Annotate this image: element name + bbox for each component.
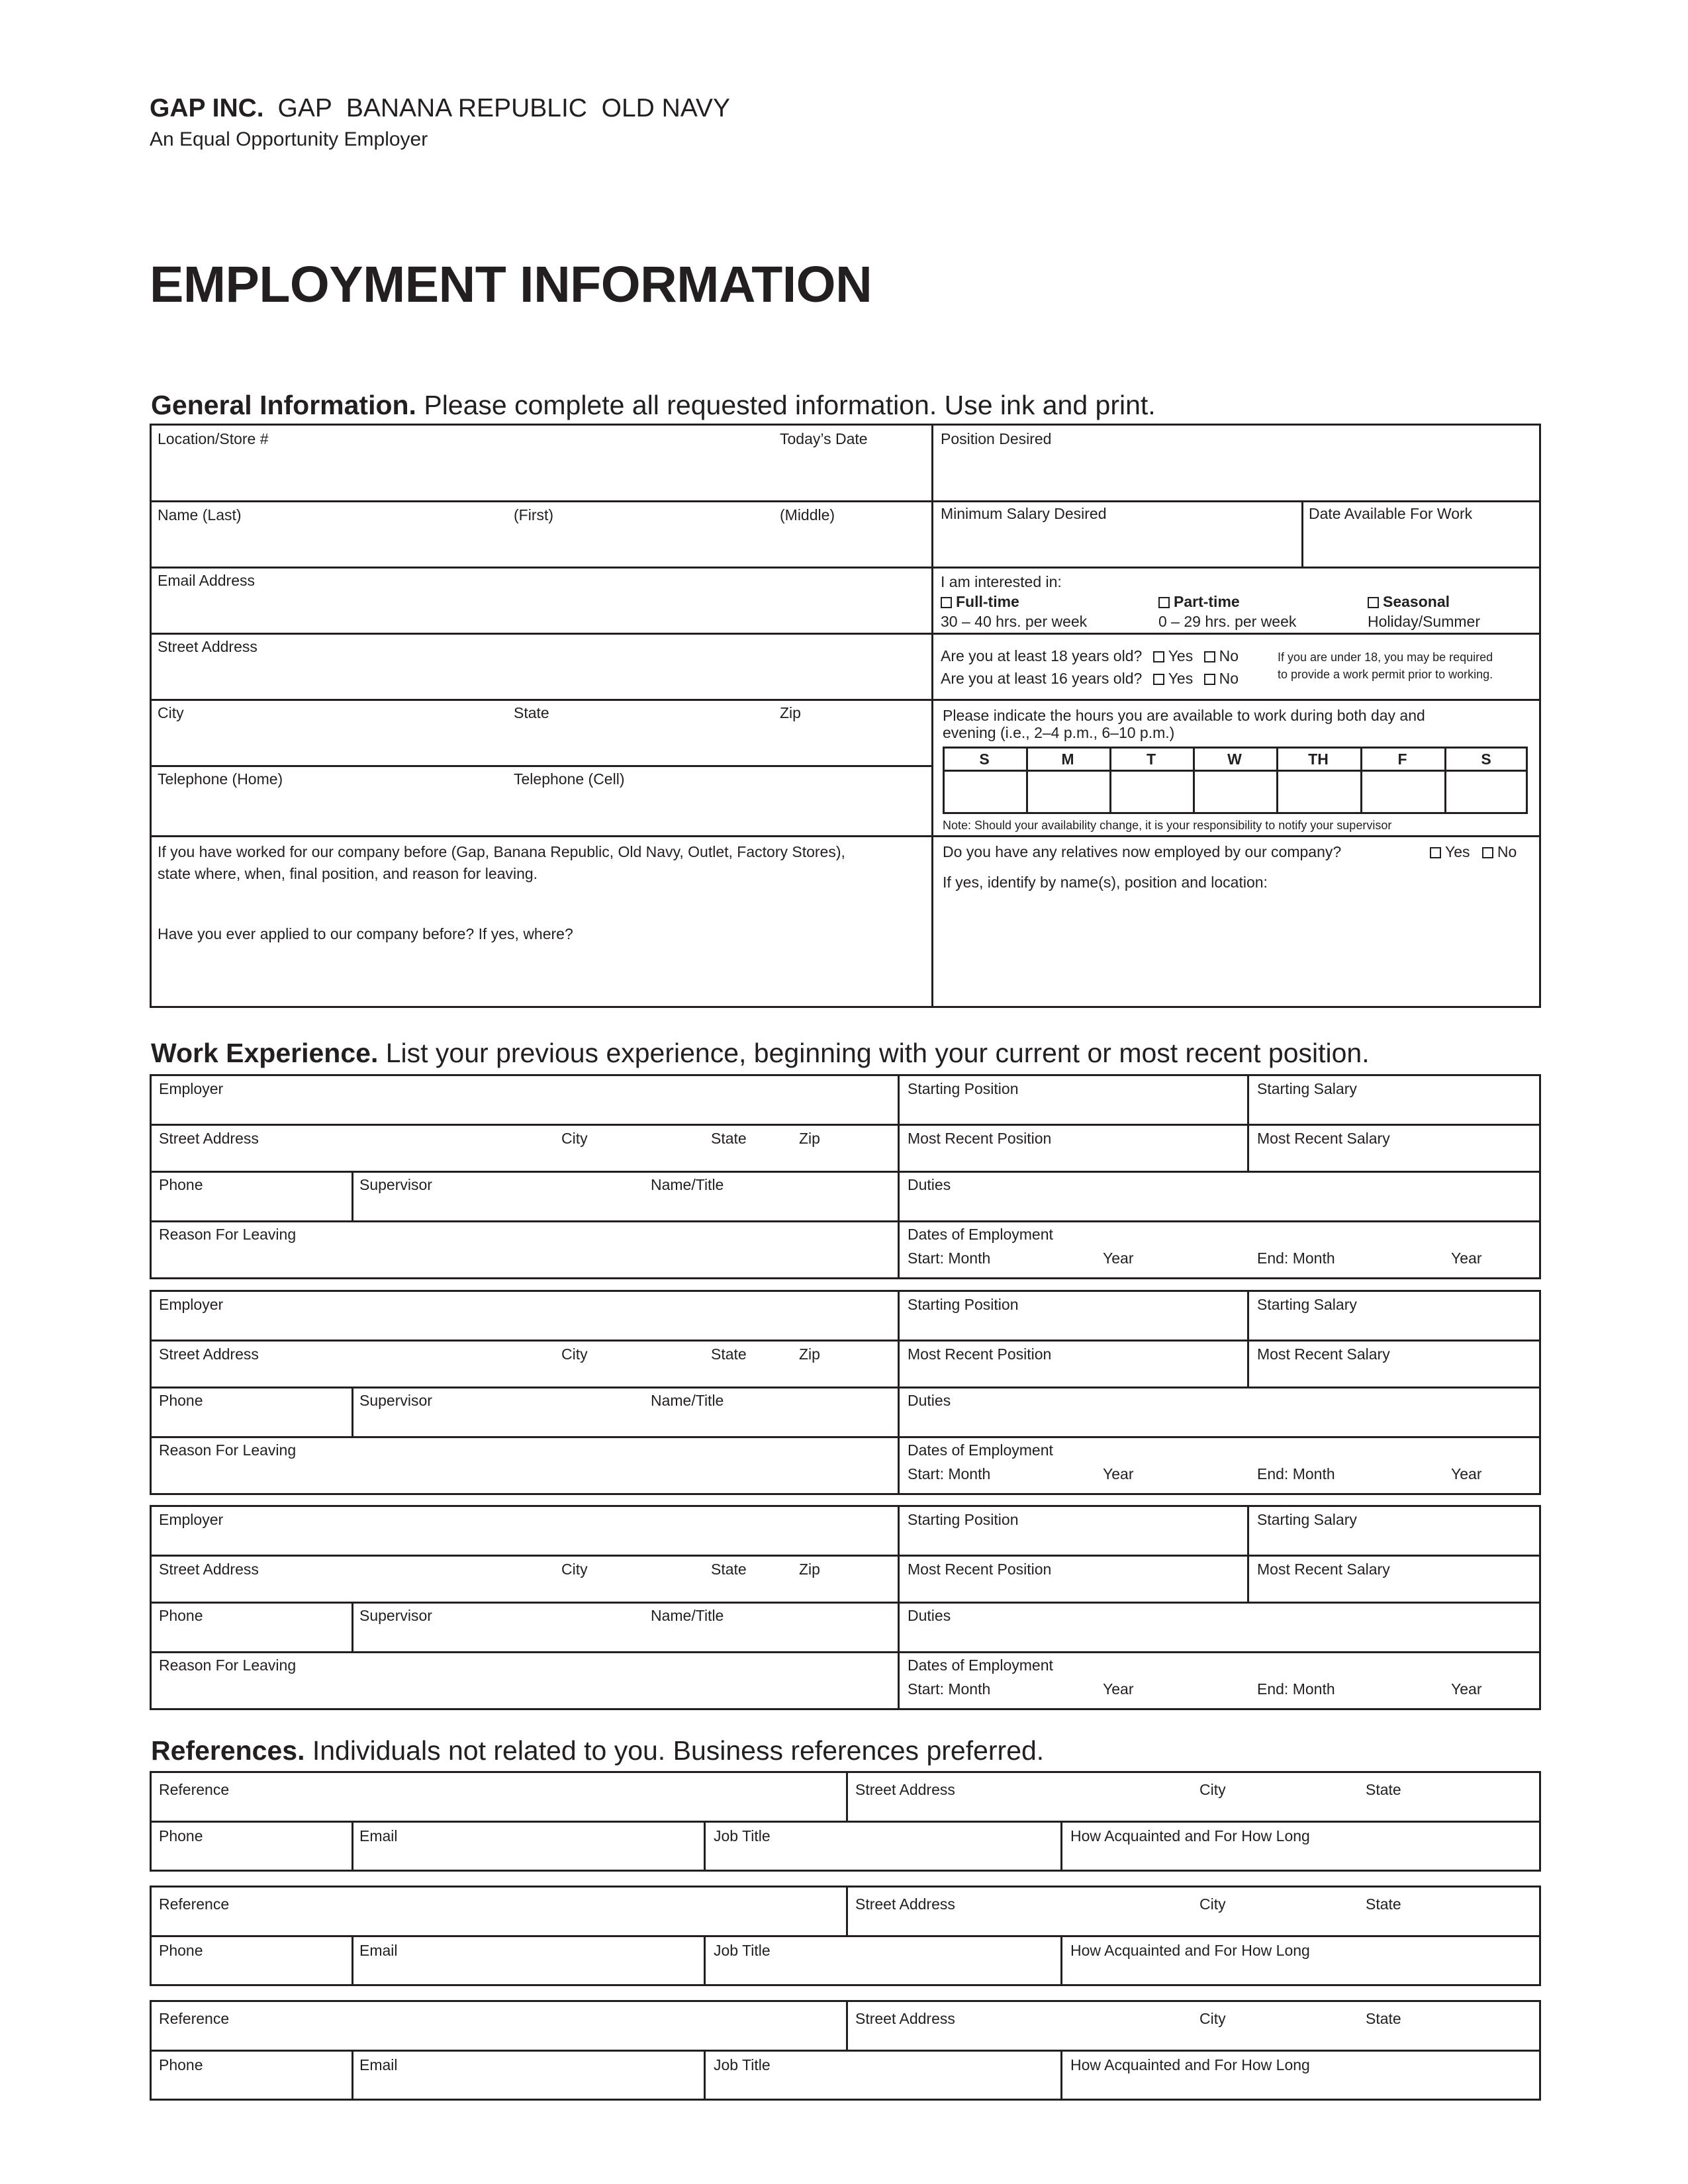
telephone-home-input[interactable]: [158, 794, 504, 831]
divider: [1247, 1290, 1249, 1387]
general-info-heading-bold: General Information.: [151, 390, 416, 420]
most-recent-salary-input-1[interactable]: [1257, 1148, 1538, 1169]
divider: [150, 835, 1541, 837]
divider: [1193, 747, 1195, 814]
reference-phone-label: Phone: [159, 1942, 203, 1959]
equal-opportunity-tagline: An Equal Opportunity Employer: [150, 128, 428, 150]
day-saturday: S: [1481, 751, 1491, 768]
day-friday: F: [1397, 751, 1407, 768]
city-label: City: [561, 1345, 588, 1363]
min-salary-label: Minimum Salary Desired: [941, 505, 1107, 522]
reference-email-input-3[interactable]: [359, 2074, 700, 2098]
references-heading-text: Individuals not related to you. Business references preferred.: [305, 1735, 1045, 1766]
divider: [150, 1340, 1541, 1342]
most-recent-salary-input-3[interactable]: [1257, 1579, 1538, 1600]
reference-state-label: State: [1366, 1895, 1401, 1913]
reference-address-input-1[interactable]: [855, 1799, 1540, 1820]
city-label: City: [158, 704, 184, 721]
divider: [150, 633, 1541, 635]
reference-job-title-input-2[interactable]: [714, 1960, 1057, 1983]
divider: [1026, 747, 1028, 814]
divider: [150, 1220, 1541, 1222]
divider: [1276, 747, 1278, 814]
relatives-yes-checkbox[interactable]: [1430, 847, 1441, 858]
age-16-no-checkbox[interactable]: [1204, 674, 1215, 685]
most-recent-salary-input-2[interactable]: [1257, 1364, 1538, 1385]
duties-input-2[interactable]: [908, 1410, 1539, 1434]
divider: [150, 765, 932, 767]
references-heading: [151, 1737, 1044, 1764]
name-last-label: Name (Last): [158, 506, 242, 523]
most-recent-position-input-2[interactable]: [908, 1364, 1241, 1385]
reference-job-title-input-3[interactable]: [714, 2074, 1057, 2098]
divider: [150, 1171, 1541, 1173]
divider: [150, 1821, 1541, 1823]
reference-email-label: Email: [359, 2056, 398, 2073]
duties-input-3[interactable]: [908, 1625, 1539, 1649]
start-month-label: Start: Month: [908, 1465, 991, 1482]
divider: [1247, 1074, 1249, 1171]
reference-acquainted-label: How Acquainted and For How Long: [1070, 1942, 1310, 1959]
reference-acquainted-input-1[interactable]: [1070, 1845, 1536, 1869]
reason-for-leaving-label: Reason For Leaving: [159, 1657, 297, 1674]
age-18-no-label: No: [1219, 647, 1239, 664]
reason-for-leaving-label: Reason For Leaving: [159, 1226, 297, 1243]
seasonal-checkbox[interactable]: [1368, 597, 1379, 608]
fulltime-label: Full-time: [956, 593, 1019, 610]
relatives-question: Do you have any relatives now employed by our company?: [943, 843, 1342, 860]
state-label: State: [711, 1130, 747, 1147]
employer-phone-input-1[interactable]: [159, 1195, 350, 1218]
reference-state-label: State: [1366, 1781, 1401, 1798]
availability-sunday-input[interactable]: [947, 774, 1025, 811]
relatives-identify-input[interactable]: [943, 900, 1534, 1001]
reference-job-title-label: Job Title: [714, 2056, 771, 2073]
location-store-input[interactable]: [158, 457, 756, 495]
employer-label: Employer: [159, 1511, 224, 1528]
reference-city-label: City: [1199, 1781, 1226, 1798]
street-address-input[interactable]: [158, 662, 928, 696]
applied-before-input[interactable]: [158, 949, 928, 1003]
divider: [352, 1821, 353, 1872]
divider: [943, 770, 1528, 772]
zip-label: Zip: [780, 704, 801, 721]
reference-name-input-2[interactable]: [159, 1913, 843, 1934]
divider: [150, 2050, 1541, 2052]
telephone-cell-input[interactable]: [514, 794, 927, 831]
availability-saturday-input[interactable]: [1448, 774, 1526, 811]
reference-phone-label: Phone: [159, 1827, 203, 1844]
day-monday: M: [1061, 751, 1074, 768]
most-recent-position-input-1[interactable]: [908, 1148, 1241, 1169]
day-thursday: TH: [1308, 751, 1329, 768]
divider: [1247, 1505, 1249, 1602]
end-month-label: End: Month: [1257, 1250, 1335, 1267]
hours-prompt-line2: evening (i.e., 2–4 p.m., 6–10 p.m.): [943, 724, 1175, 741]
city-label: City: [561, 1130, 588, 1147]
divider: [704, 1935, 706, 1986]
start-year-label: Year: [1103, 1465, 1134, 1482]
city-input[interactable]: [158, 728, 504, 762]
general-center-divider: [931, 424, 933, 1008]
most-recent-position-label: Most Recent Position: [908, 1345, 1052, 1363]
end-year-label: Year: [1451, 1250, 1482, 1267]
parttime-option[interactable]: [1158, 594, 1240, 610]
city-label: City: [561, 1561, 588, 1578]
duties-input-1[interactable]: [908, 1195, 1539, 1218]
employer-label: Employer: [159, 1080, 224, 1097]
supervisor-name-title-label: Name/Title: [651, 1392, 724, 1409]
position-desired-input[interactable]: [941, 457, 1532, 495]
divider: [1060, 1935, 1062, 1986]
page-title: EMPLOYMENT INFORMATION: [150, 256, 872, 313]
seasonal-option[interactable]: [1368, 594, 1450, 610]
supervisor-input-2[interactable]: [359, 1410, 892, 1434]
supervisor-name-title-label: Name/Title: [651, 1607, 724, 1624]
reference-email-label: Email: [359, 1827, 398, 1844]
interested-in-label: I am interested in:: [941, 573, 1062, 590]
starting-salary-input-2[interactable]: [1257, 1315, 1538, 1338]
phone-label: Phone: [159, 1392, 203, 1409]
availability-change-note: Note: Should your availability change, it is your responsibility to notify your supervisor: [943, 819, 1392, 832]
fulltime-checkbox[interactable]: [941, 597, 952, 608]
divider: [1301, 500, 1303, 567]
divider: [846, 1886, 848, 1936]
street-address-label: Street Address: [159, 1345, 259, 1363]
starting-salary-label: Starting Salary: [1257, 1296, 1357, 1313]
zip-input[interactable]: [780, 728, 928, 762]
state-label: State: [514, 704, 549, 721]
general-info-heading: [151, 392, 1156, 419]
phone-label: Phone: [159, 1607, 203, 1624]
employer-phone-input-3[interactable]: [159, 1625, 350, 1649]
date-available-input[interactable]: [1309, 529, 1536, 564]
supervisor-label: Supervisor: [359, 1392, 432, 1409]
start-year-label: Year: [1103, 1680, 1134, 1698]
company-brand: GAP INC.: [150, 94, 264, 122]
reference-phone-input-2[interactable]: [159, 1960, 350, 1983]
duties-label: Duties: [908, 1176, 951, 1193]
divider: [704, 2050, 706, 2101]
end-month-label: End: Month: [1257, 1680, 1335, 1698]
age-16-question: [941, 671, 1239, 686]
divider: [1109, 747, 1111, 814]
supervisor-label: Supervisor: [359, 1607, 432, 1624]
starting-position-input-3[interactable]: [908, 1530, 1241, 1553]
name-middle-input[interactable]: [780, 529, 928, 564]
starting-salary-label: Starting Salary: [1257, 1511, 1357, 1528]
todays-date-input[interactable]: [780, 457, 928, 495]
starting-position-input-2[interactable]: [908, 1315, 1241, 1338]
divider: [150, 1555, 1541, 1557]
zip-label: Zip: [799, 1561, 820, 1578]
work-experience-heading-bold: Work Experience.: [151, 1038, 379, 1068]
email-label: Email Address: [158, 572, 256, 589]
starting-salary-label: Starting Salary: [1257, 1080, 1357, 1097]
state-input[interactable]: [514, 728, 774, 762]
divider: [150, 1602, 1541, 1604]
reference-acquainted-input-3[interactable]: [1070, 2074, 1536, 2098]
fulltime-option[interactable]: [941, 594, 1019, 610]
telephone-home-label: Telephone (Home): [158, 770, 283, 788]
reason-for-leaving-input-2[interactable]: [159, 1462, 890, 1492]
email-input[interactable]: [158, 596, 928, 630]
dates-of-employment-label: Dates of Employment: [908, 1226, 1053, 1243]
starting-position-label: Starting Position: [908, 1296, 1019, 1313]
availability-friday-input[interactable]: [1364, 774, 1443, 811]
divider: [150, 699, 1541, 701]
reference-name-input-1[interactable]: [159, 1799, 843, 1820]
reference-acquainted-label: How Acquainted and For How Long: [1070, 1827, 1310, 1844]
age-16-yes-checkbox[interactable]: [1153, 674, 1164, 685]
reference-acquainted-label: How Acquainted and For How Long: [1070, 2056, 1310, 2073]
most-recent-salary-label: Most Recent Salary: [1257, 1561, 1390, 1578]
end-year-label: Year: [1451, 1465, 1482, 1482]
employer-phone-input-2[interactable]: [159, 1410, 350, 1434]
divider: [150, 567, 1541, 569]
divider: [150, 1436, 1541, 1438]
divider: [898, 1290, 900, 1495]
reference-label: Reference: [159, 2010, 230, 2027]
divider: [352, 1171, 353, 1221]
divider: [846, 1771, 848, 1821]
relatives-no-checkbox[interactable]: [1482, 847, 1493, 858]
zip-label: Zip: [799, 1345, 820, 1363]
hours-prompt-line1: Please indicate the hours you are available to work during both day and: [943, 707, 1425, 724]
zip-label: Zip: [799, 1130, 820, 1147]
most-recent-position-label: Most Recent Position: [908, 1130, 1052, 1147]
age-18-yes-checkbox[interactable]: [1153, 651, 1164, 662]
reference-city-label: City: [1199, 1895, 1226, 1913]
divider: [150, 1935, 1541, 1937]
parttime-hours: 0 – 29 hrs. per week: [1158, 613, 1297, 630]
work-experience-heading-text: List your previous experience, beginning with your current or most recent position.: [378, 1038, 1370, 1068]
most-recent-position-input-3[interactable]: [908, 1579, 1241, 1600]
references-heading-bold: References.: [151, 1735, 305, 1766]
starting-position-input-1[interactable]: [908, 1099, 1241, 1122]
reason-for-leaving-label: Reason For Leaving: [159, 1441, 297, 1459]
start-month-label: Start: Month: [908, 1680, 991, 1698]
reference-email-label: Email: [359, 1942, 398, 1959]
reference-city-label: City: [1199, 2010, 1226, 2027]
reference-acquainted-input-2[interactable]: [1070, 1960, 1536, 1983]
street-address-label: Street Address: [159, 1561, 259, 1578]
supervisor-input-3[interactable]: [359, 1625, 892, 1649]
divider: [1444, 747, 1446, 814]
age-16-label: Are you at least 16 years old?: [941, 670, 1143, 687]
street-address-label: Street Address: [158, 638, 258, 655]
employer-street-input-1[interactable]: [159, 1148, 890, 1169]
divider: [352, 1602, 353, 1652]
phone-label: Phone: [159, 1176, 203, 1193]
divider: [704, 1821, 706, 1872]
age-16-no-label: No: [1219, 670, 1239, 687]
divider: [846, 2000, 848, 2050]
min-salary-input[interactable]: [941, 529, 1294, 564]
worked-before-line1: If you have worked for our company before (Gap, Banana Republic, Old Navy, Outlet, Factory Stores),: [158, 843, 845, 860]
divider: [352, 2050, 353, 2101]
divider: [352, 1387, 353, 1437]
divider: [150, 1651, 1541, 1653]
reference-name-input-3[interactable]: [159, 2028, 843, 2049]
reason-for-leaving-input-1[interactable]: [159, 1246, 890, 1277]
relatives-identify-label: If yes, identify by name(s), position and location:: [943, 874, 1268, 891]
reference-email-input-1[interactable]: [359, 1845, 700, 1869]
day-wednesday: W: [1227, 751, 1242, 768]
starting-salary-input-1[interactable]: [1257, 1099, 1538, 1122]
telephone-cell-label: Telephone (Cell): [514, 770, 625, 788]
divider: [1360, 747, 1362, 814]
start-year-label: Year: [1103, 1250, 1134, 1267]
employer-input-2[interactable]: [159, 1315, 890, 1338]
name-middle-label: (Middle): [780, 506, 835, 523]
reference-address-input-2[interactable]: [855, 1913, 1540, 1934]
work-experience-heading: [151, 1040, 1370, 1067]
name-first-label: (First): [514, 506, 554, 523]
general-info-heading-text: Please complete all requested information. Use ink and print.: [416, 390, 1156, 420]
name-first-input[interactable]: [514, 529, 774, 564]
name-last-input[interactable]: [158, 529, 504, 564]
employer-street-input-3[interactable]: [159, 1579, 890, 1600]
work-permit-note-line1: If you are under 18, you may be required: [1278, 651, 1493, 664]
most-recent-salary-label: Most Recent Salary: [1257, 1345, 1390, 1363]
supervisor-label: Supervisor: [359, 1176, 432, 1193]
end-year-label: Year: [1451, 1680, 1482, 1698]
age-16-yes-label: Yes: [1168, 670, 1194, 687]
day-tuesday: T: [1146, 751, 1156, 768]
employer-input-1[interactable]: [159, 1099, 890, 1122]
parttime-label: Part-time: [1174, 593, 1240, 610]
location-store-label: Location/Store #: [158, 430, 269, 447]
supervisor-name-title-label: Name/Title: [651, 1176, 724, 1193]
reference-state-label: State: [1366, 2010, 1401, 2027]
employer-street-input-2[interactable]: [159, 1364, 890, 1385]
reference-job-title-label: Job Title: [714, 1827, 771, 1844]
date-available-label: Date Available For Work: [1309, 505, 1473, 522]
applied-before-label: Have you ever applied to our company before? If yes, where?: [158, 925, 573, 942]
end-month-label: End: Month: [1257, 1465, 1335, 1482]
day-sunday: S: [979, 751, 990, 768]
employer-label: Employer: [159, 1296, 224, 1313]
divider: [150, 1387, 1541, 1388]
relatives-yes-label: Yes: [1445, 843, 1470, 860]
availability-wednesday-input[interactable]: [1197, 774, 1275, 811]
work-permit-note-line2: to provide a work permit prior to working.: [1278, 668, 1493, 681]
street-address-label: Street Address: [159, 1130, 259, 1147]
reference-phone-input-3[interactable]: [159, 2074, 350, 2098]
reference-job-title-label: Job Title: [714, 1942, 771, 1959]
reference-job-title-input-1[interactable]: [714, 1845, 1057, 1869]
position-desired-label: Position Desired: [941, 430, 1052, 447]
parttime-checkbox[interactable]: [1158, 597, 1170, 608]
age-18-question: [941, 649, 1239, 664]
availability-tuesday-input[interactable]: [1113, 774, 1192, 811]
worked-before-line2: state where, when, final position, and reason for leaving.: [158, 865, 538, 882]
duties-label: Duties: [908, 1392, 951, 1409]
age-18-yes-label: Yes: [1168, 647, 1194, 664]
most-recent-position-label: Most Recent Position: [908, 1561, 1052, 1578]
starting-position-label: Starting Position: [908, 1511, 1019, 1528]
divider: [1060, 1821, 1062, 1872]
state-label: State: [711, 1345, 747, 1363]
divider: [1060, 2050, 1062, 2101]
worked-before-input[interactable]: [158, 888, 928, 923]
state-label: State: [711, 1561, 747, 1578]
reference-label: Reference: [159, 1895, 230, 1913]
relatives-yes-no: [1430, 844, 1517, 860]
age-18-label: Are you at least 18 years old?: [941, 647, 1143, 664]
company-header: [150, 95, 730, 121]
reference-phone-input-1[interactable]: [159, 1845, 350, 1869]
reference-address-input-3[interactable]: [855, 2028, 1540, 2049]
divider: [150, 1124, 1541, 1126]
employer-input-3[interactable]: [159, 1530, 890, 1553]
reference-street-label: Street Address: [855, 1781, 955, 1798]
start-month-label: Start: Month: [908, 1250, 991, 1267]
divider: [931, 500, 1541, 502]
supervisor-input-1[interactable]: [359, 1195, 892, 1218]
reference-street-label: Street Address: [855, 1895, 955, 1913]
fulltime-hours: 30 – 40 hrs. per week: [941, 613, 1088, 630]
reference-email-input-2[interactable]: [359, 1960, 700, 1983]
reference-phone-label: Phone: [159, 2056, 203, 2073]
reference-label: Reference: [159, 1781, 230, 1798]
availability-thursday-input[interactable]: [1280, 774, 1359, 811]
seasonal-label: Seasonal: [1383, 593, 1450, 610]
availability-monday-input[interactable]: [1030, 774, 1108, 811]
starting-salary-input-3[interactable]: [1257, 1530, 1538, 1553]
divider: [352, 1935, 353, 1986]
todays-date-label: Today’s Date: [780, 430, 868, 447]
relatives-no-label: No: [1497, 843, 1517, 860]
reference-street-label: Street Address: [855, 2010, 955, 2027]
divider: [898, 1074, 900, 1279]
dates-of-employment-label: Dates of Employment: [908, 1657, 1053, 1674]
dates-of-employment-label: Dates of Employment: [908, 1441, 1053, 1459]
most-recent-salary-label: Most Recent Salary: [1257, 1130, 1390, 1147]
reason-for-leaving-input-3[interactable]: [159, 1677, 890, 1707]
age-18-no-checkbox[interactable]: [1204, 651, 1215, 662]
seasonal-note: Holiday/Summer: [1368, 613, 1480, 630]
duties-label: Duties: [908, 1607, 951, 1624]
company-subbrands: GAP BANANA REPUBLIC OLD NAVY: [277, 94, 730, 122]
divider: [150, 500, 932, 502]
divider: [898, 1505, 900, 1710]
starting-position-label: Starting Position: [908, 1080, 1019, 1097]
